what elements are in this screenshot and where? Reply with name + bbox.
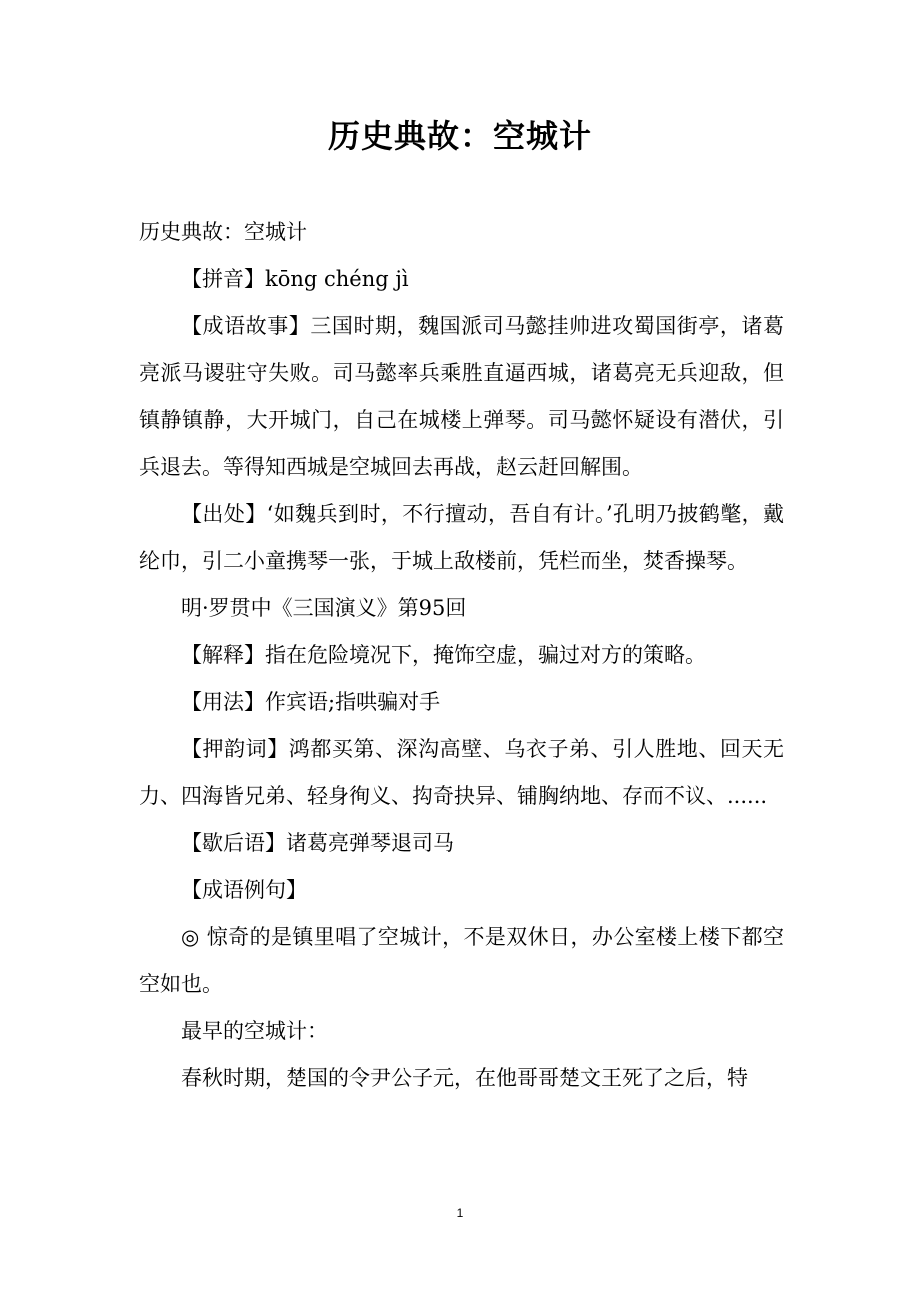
paragraph-xiehouyu: 【歇后语】诸葛亮弹琴退司马 <box>181 831 454 855</box>
document-title: 历史典故：空城计 <box>327 117 592 155</box>
paragraph-history-start: 春秋时期，楚国的令尹公子元，在他哥哥楚文王死了之后，特 <box>181 1066 748 1090</box>
document-body <box>139 209 784 1102</box>
paragraph-earliest-heading: 最早的空城计： <box>181 1019 328 1043</box>
paragraph-source-attribution: 明·罗贯中《三国演义》第95回 <box>181 596 467 620</box>
paragraph-example-heading: 【成语例句】 <box>181 878 307 902</box>
paragraph-pinyin: 【拼音】kōng chéng jì <box>181 267 409 291</box>
paragraph-rhymes: 【押韵词】鸿都买第、深沟高壁、乌衣子弟、引人胜地、回天无力、四海皆兄弟、轻身徇义、抅奇抉异、铺胸纳地、存而不议、...... <box>139 737 784 808</box>
paragraph-example-sentence: ◎ 惊奇的是镇里唱了空城计，不是双休日，办公室楼上楼下都空空如也。 <box>139 925 784 996</box>
paragraph-source: 【出处】‘如魏兵到时，不行擅动，吾自有计。’孔明乃披鹤氅，戴纶巾，引二小童携琴一张，于城上敌楼前，凭栏而坐，焚香操琴。 <box>139 502 784 573</box>
paragraph-usage: 【用法】作宾语;指哄骗对手 <box>181 690 441 714</box>
paragraph-heading-repeat: 历史典故：空城计 <box>139 220 307 244</box>
paragraph-explanation: 【解释】指在危险境况下，掩饰空虚，骗过对方的策略。 <box>181 643 706 667</box>
page-number: 1 <box>456 1206 464 1220</box>
paragraph-story: 【成语故事】三国时期，魏国派司马懿挂帅进攻蜀国街亭，诸葛亮派马谡驻守失败。司马懿率兵乘胜直逼西城，诸葛亮无兵迎敌，但镇静镇静，大开城门，自己在城楼上弹琴。司马懿怀疑设有潜伏，引兵退去。等得知西城是空城回去再战，赵云赶回解围。 <box>139 314 784 479</box>
